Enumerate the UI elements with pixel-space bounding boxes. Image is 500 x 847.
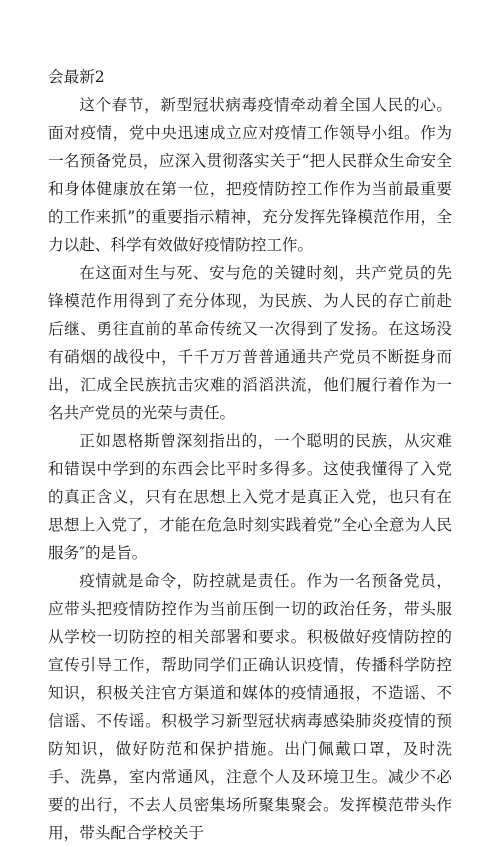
- paragraph-2: 在这面对生与死、安与危的关键时刻，共产党员的先锋模范作用得到了充分体现，为民族、为人民的存亡前赴后继、勇往直前的革命传统又一次得到了发扬。在这场没有硝烟的战役中，千千万万普普通通共产党员不断挺身而出，汇成全民族抗击灾难的滔滔洪流，他们履行着作为一名共产党员的光荣与责任。: [48, 264, 452, 422]
- paragraph-3: 正如恩格斯曾深刻指出的，一个聪明的民族，从灾难和错误中学到的东西会比平时多得多。这使我懂得了入党的真正含义，只有在思想上入党才是真正入党，也只有在思想上入党了，才能在危急时刻实践着党”全心全意为人民服务″的是旨。: [48, 432, 452, 562]
- document-heading: 会最新2: [48, 68, 105, 86]
- paragraph-1: 这个春节，新型冠状病毒疫情牵动着全国人民的心。面对疫情，党中央迅速成立应对疫情工作领导小组。作为一名预备党员，应深入贯彻落实关于“把人民群众生命安全和身体健康放在第一位，把疫情防控工作作为当前最重要的工作来抓”的重要指示精神，充分发挥先锋模范作用，全力以赴、科学有效做好疫情防控工作。: [48, 96, 452, 254]
- paragraph-4: 疫情就是命令，防控就是责任。作为一名预备党员，应带头把疫情防控作为当前压倒一切的政治任务，带头服从学校一切防控的相关部署和要求。积极做好疫情防控的宣传引导工作，帮助同学们正确认识疫情，传播科学防控知识，积极关注官方渠道和媒体的疫情通报，不造谣、不信谣、不传谣。积极学习新型冠状病毒感染肺炎疫情的预防知识，做好防范和保护措施。出门佩戴口罩，及时洗手、洗鼻，室内常通风，注意个人及环境卫生。减少不必要的出行，不去人员密集场所聚集聚会。发挥模范带头作用，带头配合学校关于: [48, 572, 452, 842]
- document-body: [48, 63, 452, 847]
